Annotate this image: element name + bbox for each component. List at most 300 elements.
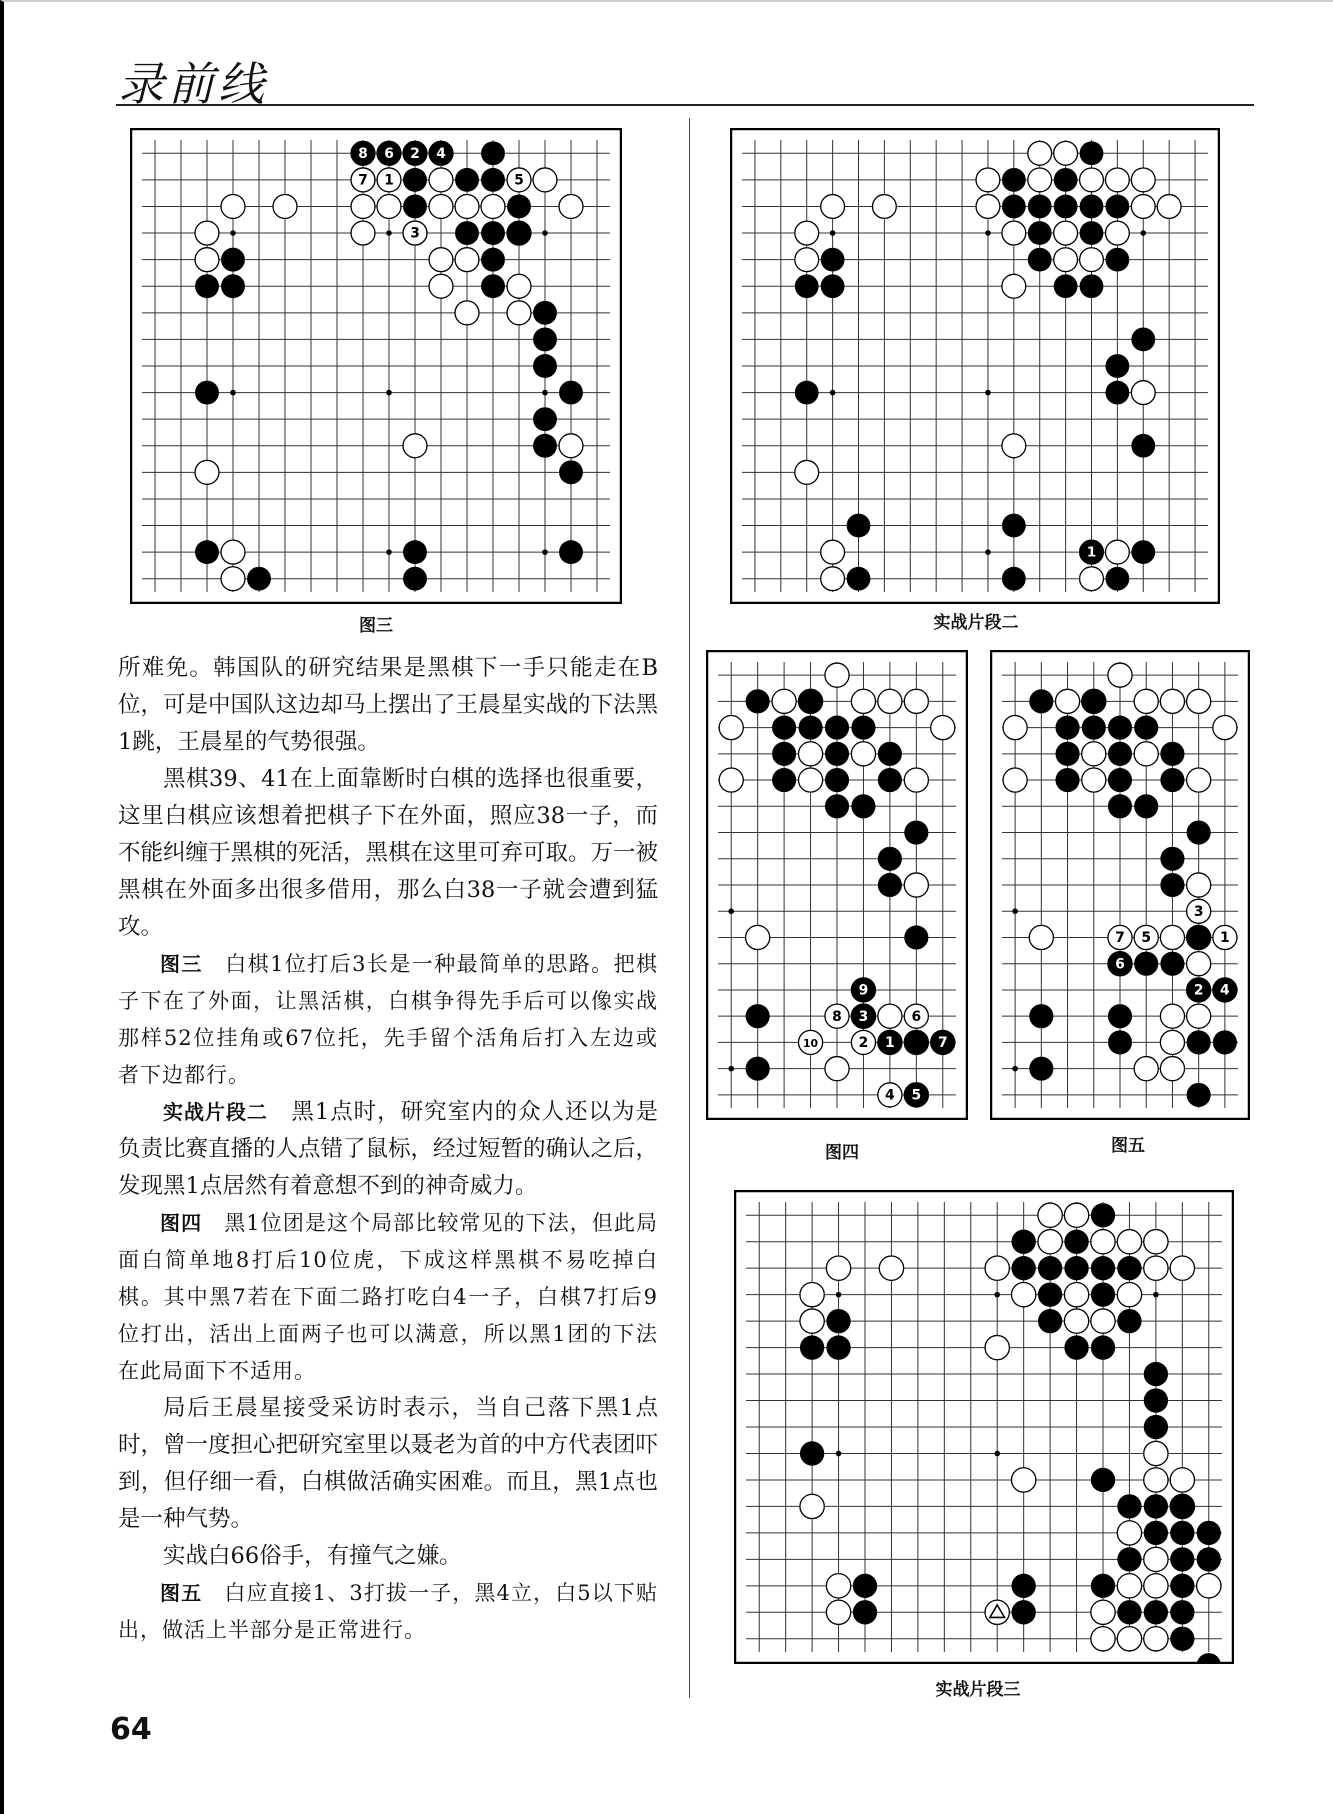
black-stone [1160, 847, 1184, 871]
white-stone [800, 1494, 824, 1518]
black-stone [1091, 1335, 1115, 1359]
black-stone [1160, 952, 1184, 976]
black-stone-numbered [904, 1030, 928, 1054]
black-stone [481, 274, 505, 298]
white-stone [507, 301, 531, 325]
black-stone [1012, 1256, 1036, 1280]
white-stone [878, 1004, 902, 1028]
black-stone [533, 407, 557, 431]
white-stone [719, 716, 743, 740]
black-stone [878, 768, 902, 792]
white-stone [976, 195, 1000, 219]
white-stone [772, 689, 796, 713]
star-point [830, 230, 836, 236]
move-number: 4 [1220, 982, 1230, 999]
white-stone [377, 195, 401, 219]
white-stone [1091, 1309, 1115, 1333]
white-stone [719, 768, 743, 792]
black-stone [195, 540, 219, 564]
paragraph-5 [118, 1205, 658, 1390]
move-number: 4 [885, 1087, 895, 1104]
move-number: 3 [858, 1008, 869, 1025]
black-stone [1054, 195, 1078, 219]
black-stone [1160, 873, 1184, 897]
white-stone [985, 1256, 1009, 1280]
white-stone [1012, 1468, 1036, 1492]
white-stone [559, 195, 583, 219]
white-stone [1187, 1004, 1211, 1028]
black-stone [772, 742, 796, 766]
paragraph-8-lead: 图五 [160, 1581, 203, 1605]
black-stone [1105, 195, 1129, 219]
black-stone [1080, 141, 1104, 165]
white-stone [455, 248, 479, 272]
black-stone [403, 567, 427, 591]
black-stone [481, 141, 505, 165]
column-divider [689, 118, 690, 1698]
white-stone [795, 460, 819, 484]
white-stone [1144, 1441, 1168, 1465]
white-stone [1105, 540, 1129, 564]
star-point [728, 1066, 734, 1072]
paragraph-6: 局后王晨星接受采访时表示，当自己落下黑1点时，曾一度担心把研究室里以聂老为首的中方代表团吓到，但仔细一看，白棋做活确实困难。而且，黑1点也是一种气势。 [118, 1395, 659, 1532]
black-stone [847, 567, 871, 591]
white-stone [221, 540, 245, 564]
white-stone [878, 689, 902, 713]
white-stone [1144, 1627, 1168, 1651]
black-stone [403, 540, 427, 564]
paragraph-7: 实战白66俗手，有撞气之嫌。 [163, 1543, 462, 1569]
move-number: 5 [1141, 930, 1152, 947]
white-stone [798, 768, 822, 792]
white-stone [1144, 1547, 1168, 1571]
star-point [1140, 230, 1146, 236]
move-number: 10 [802, 1036, 819, 1050]
white-stone [976, 168, 1000, 192]
white-stone [1134, 689, 1158, 713]
move-number: 4 [436, 145, 446, 162]
white-stone [1197, 1574, 1221, 1598]
white-stone [1082, 742, 1106, 766]
black-stone [1038, 1256, 1062, 1280]
black-stone [1055, 768, 1079, 792]
black-stone [1187, 1030, 1211, 1054]
move-number: 6 [911, 1008, 922, 1025]
paragraph-3 [118, 946, 658, 1094]
white-stone [795, 221, 819, 245]
black-stone [878, 873, 902, 897]
black-stone [800, 1441, 824, 1465]
header-title: 录前线 [118, 57, 268, 111]
black-stone [1144, 1600, 1168, 1624]
black-stone [1160, 742, 1184, 766]
move-number: 5 [514, 172, 524, 189]
black-stone [1170, 1600, 1194, 1624]
white-stone [1002, 274, 1026, 298]
white-stone [800, 1282, 824, 1306]
black-stone [1108, 794, 1132, 818]
black-stone [481, 221, 505, 245]
white-stone [825, 1057, 849, 1081]
black-stone [821, 274, 845, 298]
black-stone [1105, 567, 1129, 591]
white-stone [1003, 716, 1027, 740]
white-stone [1144, 1468, 1168, 1492]
white-stone [195, 248, 219, 272]
black-stone [1197, 1547, 1221, 1571]
caption-frag3: 实战片段三 [935, 1680, 1021, 1700]
white-stone [1213, 716, 1237, 740]
caption-fig4: 图四 [825, 1143, 859, 1163]
white-stone [559, 434, 583, 458]
white-stone [403, 434, 427, 458]
white-stone [1117, 1521, 1141, 1545]
white-stone [1144, 1230, 1168, 1254]
move-number: 6 [1115, 956, 1125, 973]
black-stone [1144, 1362, 1168, 1386]
white-stone [1054, 221, 1078, 245]
black-stone [1117, 1494, 1141, 1518]
black-stone [853, 1574, 877, 1598]
white-stone [429, 168, 453, 192]
white-stone [1028, 168, 1052, 192]
white-stone [1187, 768, 1211, 792]
page-number: 64 [110, 1712, 152, 1747]
move-number: 9 [858, 982, 869, 999]
black-stone [1064, 1256, 1088, 1280]
black-stone [507, 221, 531, 245]
white-stone [1082, 768, 1106, 792]
black-stone [1134, 794, 1158, 818]
star-point [985, 390, 991, 396]
paragraph-3-text: 白棋1位打后3长是一种最简单的思路。把棋子下在了外面，让黑活棋，白棋争得先手后可以像实战那样52位挂角或67位托，先手留个活角后打入左边或者下边都行。 [118, 952, 658, 1087]
black-stone [746, 689, 770, 713]
black-stone [795, 274, 819, 298]
white-stone [1117, 1574, 1141, 1598]
black-stone [1170, 1521, 1194, 1545]
black-stone [1028, 195, 1052, 219]
black-stone [1012, 1600, 1036, 1624]
black-stone [221, 248, 245, 272]
black-stone [1029, 1057, 1053, 1081]
black-stone [1091, 1574, 1115, 1598]
white-stone [481, 195, 505, 219]
white-stone [1105, 221, 1129, 245]
black-stone [1108, 742, 1132, 766]
black-stone [1082, 716, 1106, 740]
star-point [542, 549, 548, 555]
white-stone [351, 195, 375, 219]
star-point [994, 1292, 1000, 1298]
white-stone [1080, 168, 1104, 192]
black-stone [1170, 1494, 1194, 1518]
move-number: 7 [937, 1034, 948, 1051]
star-point [1012, 1066, 1018, 1072]
black-stone [1029, 689, 1053, 713]
white-stone [1064, 1203, 1088, 1227]
white-stone [1054, 248, 1078, 272]
black-stone [1012, 1230, 1036, 1254]
black-stone [221, 274, 245, 298]
diagram-fig5 [990, 650, 1250, 1120]
black-stone [821, 248, 845, 272]
black-stone [904, 925, 928, 949]
white-stone [1160, 1030, 1184, 1054]
star-point [1012, 908, 1018, 914]
black-stone [1012, 1574, 1036, 1598]
black-stone [772, 768, 796, 792]
white-stone [1131, 381, 1155, 405]
star-point [230, 230, 236, 236]
black-stone [559, 381, 583, 405]
black-stone [825, 716, 849, 740]
black-stone [1082, 689, 1106, 713]
move-number: 1 [384, 172, 394, 189]
black-stone [533, 301, 557, 325]
white-stone [1091, 1600, 1115, 1624]
paragraph-1: 所难免。韩国队的研究结果是黑棋下一手只能走在B位，可是中国队这边却马上摆出了王晨星实战的下法黑1跳，王晨星的气势很强。 [118, 655, 659, 755]
white-stone [1187, 689, 1211, 713]
white-stone [1064, 1282, 1088, 1306]
black-stone [195, 381, 219, 405]
white-stone [1105, 168, 1129, 192]
black-stone [1170, 1574, 1194, 1598]
black-stone [1080, 195, 1104, 219]
black-stone [559, 540, 583, 564]
black-stone [825, 794, 849, 818]
paragraph-5-lead: 图四 [160, 1211, 203, 1235]
star-point [728, 908, 734, 914]
white-stone [1160, 1057, 1184, 1081]
white-stone [1144, 1574, 1168, 1598]
black-stone [1002, 168, 1026, 192]
white-stone [273, 195, 297, 219]
black-stone [1091, 1203, 1115, 1227]
move-number: 2 [1193, 982, 1204, 999]
move-number: 2 [858, 1034, 869, 1051]
black-stone [1117, 1600, 1141, 1624]
white-stone [851, 689, 875, 713]
white-stone [429, 248, 453, 272]
move-number: 3 [410, 225, 420, 242]
move-number: 7 [358, 172, 368, 189]
paragraph-8 [118, 1575, 658, 1649]
black-stone [1144, 1494, 1168, 1518]
star-point [985, 230, 991, 236]
black-stone [455, 221, 479, 245]
diagram-fig4 [706, 650, 968, 1120]
white-stone [826, 1574, 850, 1598]
white-stone [1038, 1203, 1062, 1227]
black-stone [195, 274, 219, 298]
black-stone [1144, 1415, 1168, 1439]
black-stone [1080, 274, 1104, 298]
caption-fig5: 图五 [1111, 1136, 1145, 1156]
black-stone [825, 742, 849, 766]
white-stone [1012, 1282, 1036, 1306]
black-stone [1002, 514, 1026, 538]
black-stone [825, 768, 849, 792]
black-stone [1091, 1256, 1115, 1280]
paragraph-2: 黑棋39、41在上面靠断时白棋的选择也很重要，这里白棋应该想着把棋子下在外面，照应38一子，而不能纠缠于黑棋的死活，黑棋在这里可弃可取。万一被黑棋在外面多出很多借用，那么白38一子就会遭到猛攻。 [118, 766, 659, 940]
star-point [386, 549, 392, 555]
white-stone [1134, 1057, 1158, 1081]
white-stone [1131, 168, 1155, 192]
black-stone [1038, 1309, 1062, 1333]
black-stone [1091, 1468, 1115, 1492]
star-point [836, 1451, 842, 1457]
white-stone [1144, 1256, 1168, 1280]
black-stone [481, 248, 505, 272]
white-stone [1117, 1282, 1141, 1306]
black-stone [853, 1600, 877, 1624]
white-stone [1080, 248, 1104, 272]
black-stone [1105, 248, 1129, 272]
white-stone [798, 742, 822, 766]
black-stone [1131, 328, 1155, 352]
black-stone [1117, 1547, 1141, 1571]
paragraph-5-text: 黑1位团是这个局部比较常见的下法，但此局面白简单地8打后10位虎，下成这样黑棋不易吃掉白棋。其中黑7若在下面二路打吃白4一子，白棋7打后9位打出，活出上面两子也可以满意，所以黑1团的下法在此局面下不适用。 [118, 1211, 659, 1383]
white-stone [1038, 1230, 1062, 1254]
black-stone [1091, 1282, 1115, 1306]
paragraph-4-lead: 实战片段二 [163, 1100, 268, 1124]
white-stone [455, 301, 479, 325]
white-stone [795, 248, 819, 272]
white-stone [1160, 1004, 1184, 1028]
white-stone [985, 1335, 1009, 1359]
black-stone [1108, 716, 1132, 740]
black-stone [1170, 1547, 1194, 1571]
move-number: 2 [410, 145, 420, 162]
black-stone [1144, 1521, 1168, 1545]
white-stone [1108, 663, 1132, 687]
white-stone [221, 567, 245, 591]
star-point [1153, 1292, 1159, 1298]
caption-frag2: 实战片段二 [933, 613, 1019, 633]
white-stone [1187, 873, 1211, 897]
star-point [386, 230, 392, 236]
black-stone [1054, 168, 1078, 192]
caption-fig3: 图三 [359, 616, 393, 636]
black-stone [1117, 1256, 1141, 1280]
white-stone [429, 274, 453, 298]
black-stone [1160, 768, 1184, 792]
white-stone [1187, 952, 1211, 976]
black-stone [826, 1335, 850, 1359]
white-stone [1028, 141, 1052, 165]
black-stone [247, 567, 271, 591]
star-point [836, 1292, 842, 1298]
paragraph-3-lead: 图三 [160, 952, 203, 976]
white-stone [1117, 1230, 1141, 1254]
black-stone [847, 514, 871, 538]
star-point [542, 390, 548, 396]
black-stone [1064, 1230, 1088, 1254]
header-rule [116, 104, 1254, 106]
black-stone [1197, 1521, 1221, 1545]
black-stone [403, 195, 427, 219]
white-stone [1002, 434, 1026, 458]
black-stone [798, 716, 822, 740]
black-stone [533, 327, 557, 351]
white-stone [1160, 925, 1184, 949]
white-stone [195, 460, 219, 484]
move-number: 6 [384, 145, 394, 162]
black-stone [1002, 195, 1026, 219]
white-stone [1054, 141, 1078, 165]
black-stone [795, 381, 819, 405]
white-stone [1029, 925, 1053, 949]
black-stone [851, 716, 875, 740]
black-stone-numbered [1187, 925, 1211, 949]
black-stone [746, 1004, 770, 1028]
white-stone [800, 1309, 824, 1333]
white-stone [221, 195, 245, 219]
paragraph-4-text: 黑1点时，研究室内的众人还以为是负责比赛直播的人点错了鼠标，经过短暂的确认之后，发现黑1点居然有着意想不到的神奇威力。 [118, 1099, 659, 1199]
move-number: 1 [1086, 544, 1097, 561]
black-stone [533, 354, 557, 378]
black-stone [1055, 742, 1079, 766]
black-stone [403, 168, 427, 192]
white-stone [1003, 768, 1027, 792]
white-stone [826, 1600, 850, 1624]
black-stone [1080, 221, 1104, 245]
white-stone [1134, 742, 1158, 766]
diagram-frag3 [734, 1190, 1234, 1664]
black-stone [746, 1057, 770, 1081]
white-stone [904, 768, 928, 792]
white-stone [821, 540, 845, 564]
black-stone [1117, 1309, 1141, 1333]
black-stone [1187, 820, 1211, 844]
move-number: 7 [1115, 930, 1125, 947]
white-stone [1064, 1309, 1088, 1333]
black-stone [455, 168, 479, 192]
black-stone [826, 1309, 850, 1333]
black-stone [1055, 716, 1079, 740]
black-stone [1134, 716, 1158, 740]
move-number: 5 [911, 1087, 922, 1104]
white-stone [826, 1256, 850, 1280]
white-stone [904, 689, 928, 713]
white-stone [821, 567, 845, 591]
white-stone [195, 221, 219, 245]
black-stone [1170, 1627, 1194, 1651]
white-stone [1002, 221, 1026, 245]
move-number: 8 [358, 145, 368, 162]
white-stone [1117, 1627, 1141, 1651]
black-stone [507, 195, 531, 219]
black-stone [1213, 1030, 1237, 1054]
black-stone [904, 820, 928, 844]
white-stone [1170, 1468, 1194, 1492]
black-stone [481, 168, 505, 192]
black-stone [800, 1335, 824, 1359]
move-number: 1 [885, 1034, 895, 1051]
white-stone [1160, 689, 1184, 713]
white-stone [931, 716, 955, 740]
black-stone [1002, 567, 1026, 591]
white-stone [1080, 567, 1104, 591]
black-stone [1028, 248, 1052, 272]
black-stone [1134, 952, 1158, 976]
black-stone [798, 689, 822, 713]
white-stone [1055, 689, 1079, 713]
black-stone [559, 460, 583, 484]
star-point [994, 1451, 1000, 1457]
star-point [985, 549, 991, 555]
black-stone [1029, 1004, 1053, 1028]
